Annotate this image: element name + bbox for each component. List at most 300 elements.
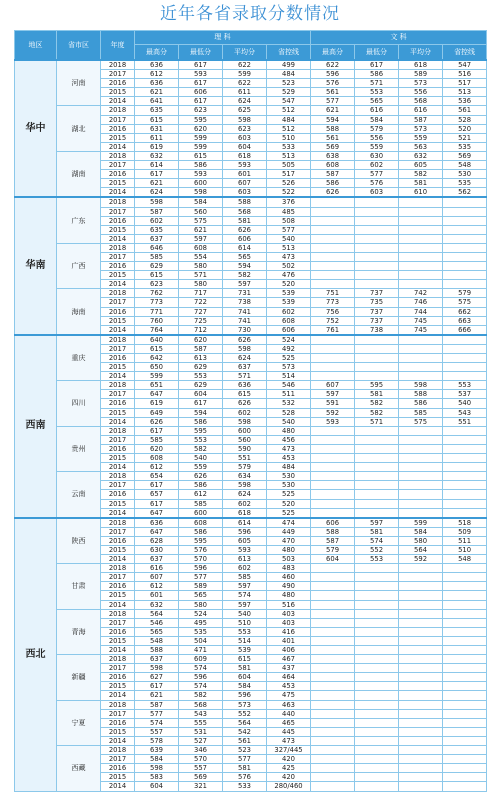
year-cell: 2018 — [101, 700, 135, 709]
table-body — [15, 60, 487, 791]
sci-line-cell: 474 — [267, 518, 311, 528]
arts-avg-cell — [399, 682, 443, 691]
year-cell: 2015 — [101, 499, 135, 508]
sci-avg-cell: 597 — [223, 600, 267, 609]
sci-avg-cell: 551 — [223, 454, 267, 463]
year-cell: 2014 — [101, 691, 135, 700]
sci-max-cell: 584 — [135, 755, 179, 764]
arts-line-cell: 536 — [443, 97, 487, 106]
sci-min-cell: 531 — [179, 727, 223, 736]
sci-max-cell: 621 — [135, 691, 179, 700]
sci-max-cell: 647 — [135, 390, 179, 399]
header-arts-avg: 平均分 — [399, 45, 443, 61]
sci-max-cell: 615 — [135, 344, 179, 353]
arts-avg-cell — [399, 700, 443, 709]
sci-min-cell: 612 — [179, 490, 223, 499]
sci-min-cell: 571 — [179, 271, 223, 280]
arts-avg-cell: 575 — [399, 417, 443, 426]
year-cell: 2016 — [101, 124, 135, 133]
arts-max-cell: 606 — [311, 518, 355, 528]
sci-line-cell: 460 — [267, 573, 311, 582]
arts-max-cell — [311, 444, 355, 453]
sci-avg-cell: 738 — [223, 298, 267, 307]
sci-avg-cell: 624 — [223, 490, 267, 499]
arts-line-cell — [443, 655, 487, 664]
arts-max-cell — [311, 564, 355, 573]
arts-max-cell: 593 — [311, 417, 355, 426]
arts-line-cell — [443, 709, 487, 718]
sci-min-cell: 555 — [179, 718, 223, 727]
sci-max-cell: 627 — [135, 673, 179, 682]
arts-min-cell — [355, 335, 399, 345]
sci-max-cell: 601 — [135, 591, 179, 600]
arts-max-cell — [311, 454, 355, 463]
arts-min-cell — [355, 655, 399, 664]
arts-avg-cell: 585 — [399, 408, 443, 417]
province-cell: 湖南 — [57, 151, 101, 197]
sci-avg-cell: 602 — [223, 499, 267, 508]
arts-avg-cell — [399, 207, 443, 216]
sci-max-cell: 649 — [135, 408, 179, 417]
year-cell: 2018 — [101, 609, 135, 618]
arts-min-cell — [355, 225, 399, 234]
arts-max-cell — [311, 262, 355, 271]
arts-avg-cell — [399, 234, 443, 243]
year-cell: 2015 — [101, 591, 135, 600]
sci-max-cell: 588 — [135, 646, 179, 655]
arts-max-cell — [311, 746, 355, 755]
sci-max-cell: 628 — [135, 536, 179, 545]
year-cell: 2017 — [101, 435, 135, 444]
arts-max-cell — [311, 609, 355, 618]
sci-line-cell: 456 — [267, 435, 311, 444]
arts-max-cell — [311, 636, 355, 645]
year-cell: 2016 — [101, 262, 135, 271]
sci-avg-cell: 565 — [223, 252, 267, 261]
province-cell: 西藏 — [57, 746, 101, 791]
arts-max-cell: 752 — [311, 316, 355, 325]
sci-min-cell: 722 — [179, 298, 223, 307]
arts-avg-cell — [399, 335, 443, 345]
arts-line-cell: 511 — [443, 536, 487, 545]
sci-avg-cell: 540 — [223, 609, 267, 618]
sci-max-cell: 619 — [135, 142, 179, 151]
arts-line-cell: 543 — [443, 408, 487, 417]
table-row — [15, 151, 487, 160]
arts-line-cell — [443, 271, 487, 280]
arts-line-cell — [443, 344, 487, 353]
sci-max-cell: 626 — [135, 417, 179, 426]
sci-avg-cell: 514 — [223, 636, 267, 645]
province-cell: 贵州 — [57, 426, 101, 471]
sci-line-cell: 480 — [267, 545, 311, 554]
arts-max-cell: 638 — [311, 151, 355, 160]
sci-line-cell: 406 — [267, 646, 311, 655]
sci-avg-cell: 741 — [223, 307, 267, 316]
table-row — [15, 381, 487, 390]
sci-max-cell: 612 — [135, 463, 179, 472]
year-cell: 2018 — [101, 289, 135, 298]
sci-avg-cell: 597 — [223, 582, 267, 591]
province-cell: 甘肃 — [57, 564, 101, 609]
arts-avg-cell — [399, 591, 443, 600]
year-cell: 2017 — [101, 207, 135, 216]
sci-min-cell: 574 — [179, 664, 223, 673]
sci-line-cell: 420 — [267, 773, 311, 782]
sci-max-cell: 637 — [135, 655, 179, 664]
arts-line-cell — [443, 673, 487, 682]
sci-line-cell: 453 — [267, 682, 311, 691]
sci-avg-cell: 593 — [223, 545, 267, 554]
arts-min-cell: 595 — [355, 381, 399, 390]
arts-avg-cell: 742 — [399, 289, 443, 298]
arts-avg-cell — [399, 463, 443, 472]
sci-min-cell: 606 — [179, 88, 223, 97]
sci-min-cell: 727 — [179, 307, 223, 316]
sci-min-cell: 725 — [179, 316, 223, 325]
arts-min-cell: 577 — [355, 170, 399, 179]
sci-max-cell: 607 — [135, 573, 179, 582]
sci-avg-cell: 553 — [223, 627, 267, 636]
arts-avg-cell: 573 — [399, 79, 443, 88]
sci-max-cell: 619 — [135, 399, 179, 408]
sci-max-cell: 578 — [135, 736, 179, 745]
sci-min-cell: 599 — [179, 133, 223, 142]
sci-avg-cell: 598 — [223, 115, 267, 124]
table-row — [15, 60, 487, 70]
sci-line-cell: 476 — [267, 271, 311, 280]
arts-max-cell — [311, 234, 355, 243]
sci-min-cell: 593 — [179, 170, 223, 179]
arts-max-cell — [311, 490, 355, 499]
year-cell: 2015 — [101, 682, 135, 691]
sci-max-cell: 642 — [135, 354, 179, 363]
arts-max-cell — [311, 280, 355, 289]
sci-min-cell: 540 — [179, 454, 223, 463]
arts-min-cell: 559 — [355, 142, 399, 151]
arts-max-cell — [311, 691, 355, 700]
arts-avg-cell: 632 — [399, 151, 443, 160]
admission-score-table — [14, 30, 487, 792]
year-cell: 2016 — [101, 582, 135, 591]
header-science: 理 科 — [135, 31, 311, 45]
arts-line-cell — [443, 490, 487, 499]
arts-line-cell — [443, 564, 487, 573]
arts-min-cell — [355, 782, 399, 791]
arts-max-cell — [311, 252, 355, 261]
arts-line-cell — [443, 508, 487, 518]
sci-max-cell: 583 — [135, 773, 179, 782]
arts-min-cell — [355, 600, 399, 609]
arts-min-cell — [355, 454, 399, 463]
table-row — [15, 700, 487, 709]
arts-max-cell: 761 — [311, 325, 355, 335]
arts-line-cell: 666 — [443, 325, 487, 335]
year-cell: 2017 — [101, 755, 135, 764]
arts-avg-cell — [399, 709, 443, 718]
sci-avg-cell: 539 — [223, 646, 267, 655]
arts-min-cell: 737 — [355, 289, 399, 298]
arts-line-cell — [443, 426, 487, 435]
region-cell: 华中 — [15, 60, 57, 197]
header-region: 地区 — [15, 31, 57, 61]
sci-min-cell: 621 — [179, 225, 223, 234]
arts-min-cell: 737 — [355, 307, 399, 316]
sci-line-cell: 492 — [267, 344, 311, 353]
arts-max-cell: 594 — [311, 115, 355, 124]
sci-min-cell: 613 — [179, 354, 223, 363]
year-cell: 2014 — [101, 372, 135, 381]
header-year: 年度 — [101, 31, 135, 61]
arts-line-cell — [443, 252, 487, 261]
arts-max-cell — [311, 709, 355, 718]
arts-line-cell — [443, 773, 487, 782]
sci-line-cell: 502 — [267, 262, 311, 271]
sci-line-cell: 512 — [267, 124, 311, 133]
arts-line-cell — [443, 627, 487, 636]
arts-line-cell: 535 — [443, 142, 487, 151]
province-cell: 海南 — [57, 289, 101, 335]
table-row — [15, 106, 487, 115]
arts-line-cell — [443, 691, 487, 700]
sci-avg-cell: 603 — [223, 133, 267, 142]
sci-line-cell: 473 — [267, 736, 311, 745]
arts-avg-cell — [399, 755, 443, 764]
arts-avg-cell — [399, 216, 443, 225]
sci-min-cell: 570 — [179, 555, 223, 564]
sci-line-cell: 480 — [267, 426, 311, 435]
sci-avg-cell: 573 — [223, 700, 267, 709]
sci-line-cell: 463 — [267, 700, 311, 709]
sci-avg-cell: 561 — [223, 736, 267, 745]
sci-avg-cell: 602 — [223, 564, 267, 573]
sci-line-cell: 327/445 — [267, 746, 311, 755]
arts-max-cell — [311, 225, 355, 234]
sci-min-cell: 609 — [179, 655, 223, 664]
year-cell: 2014 — [101, 280, 135, 289]
sci-avg-cell: 622 — [223, 60, 267, 70]
sci-max-cell: 640 — [135, 335, 179, 345]
sci-max-cell: 771 — [135, 307, 179, 316]
arts-min-cell: 630 — [355, 151, 399, 160]
sci-line-cell: 530 — [267, 481, 311, 490]
arts-avg-cell: 580 — [399, 536, 443, 545]
sci-line-cell: 524 — [267, 335, 311, 345]
year-cell: 2018 — [101, 655, 135, 664]
year-cell: 2014 — [101, 782, 135, 791]
year-cell: 2014 — [101, 555, 135, 564]
arts-min-cell: 571 — [355, 417, 399, 426]
header-province: 省市区 — [57, 31, 101, 61]
sci-line-cell: 490 — [267, 582, 311, 591]
year-cell: 2014 — [101, 600, 135, 609]
arts-max-cell: 577 — [311, 97, 355, 106]
year-cell: 2018 — [101, 151, 135, 160]
arts-max-cell — [311, 618, 355, 627]
sci-max-cell: 639 — [135, 746, 179, 755]
sci-max-cell: 615 — [135, 115, 179, 124]
sci-min-cell: 617 — [179, 60, 223, 70]
arts-max-cell — [311, 499, 355, 508]
sci-avg-cell: 602 — [223, 408, 267, 417]
sci-avg-cell: 542 — [223, 727, 267, 736]
arts-max-cell — [311, 591, 355, 600]
sci-avg-cell: 581 — [223, 764, 267, 773]
arts-avg-cell — [399, 718, 443, 727]
sci-avg-cell: 614 — [223, 518, 267, 528]
sci-min-cell: 559 — [179, 463, 223, 472]
sci-max-cell: 608 — [135, 454, 179, 463]
sci-line-cell: 499 — [267, 60, 311, 70]
year-cell: 2017 — [101, 390, 135, 399]
arts-avg-cell: 573 — [399, 124, 443, 133]
province-cell: 四川 — [57, 381, 101, 426]
sci-avg-cell: 510 — [223, 618, 267, 627]
arts-avg-cell: 588 — [399, 390, 443, 399]
year-cell: 2017 — [101, 709, 135, 718]
arts-avg-cell — [399, 225, 443, 234]
arts-max-cell — [311, 573, 355, 582]
arts-line-cell: 521 — [443, 133, 487, 142]
arts-max-cell — [311, 508, 355, 518]
province-cell: 宁夏 — [57, 700, 101, 745]
sci-line-cell: 464 — [267, 673, 311, 682]
arts-min-cell — [355, 499, 399, 508]
arts-avg-cell — [399, 573, 443, 582]
sci-min-cell: 623 — [179, 106, 223, 115]
arts-line-cell: 663 — [443, 316, 487, 325]
arts-min-cell — [355, 573, 399, 582]
arts-line-cell — [443, 746, 487, 755]
sci-min-cell: 598 — [179, 188, 223, 198]
sci-min-cell: 595 — [179, 115, 223, 124]
sci-avg-cell: 637 — [223, 363, 267, 372]
arts-avg-cell — [399, 363, 443, 372]
year-cell: 2014 — [101, 142, 135, 151]
arts-line-cell — [443, 435, 487, 444]
sci-min-cell: 321 — [179, 782, 223, 791]
arts-max-cell: 561 — [311, 88, 355, 97]
arts-line-cell: 513 — [443, 88, 487, 97]
arts-line-cell: 520 — [443, 124, 487, 133]
province-cell: 广西 — [57, 243, 101, 288]
year-cell: 2016 — [101, 627, 135, 636]
arts-line-cell — [443, 197, 487, 207]
arts-avg-cell — [399, 344, 443, 353]
arts-avg-cell — [399, 472, 443, 481]
sci-line-cell: 608 — [267, 316, 311, 325]
sci-min-cell: 587 — [179, 344, 223, 353]
arts-min-cell — [355, 262, 399, 271]
arts-avg-cell — [399, 627, 443, 636]
sci-line-cell: 376 — [267, 197, 311, 207]
arts-min-cell: 576 — [355, 179, 399, 188]
sci-min-cell: 524 — [179, 609, 223, 618]
sci-min-cell: 595 — [179, 536, 223, 545]
arts-min-cell — [355, 773, 399, 782]
sci-avg-cell: 741 — [223, 316, 267, 325]
sci-line-cell: 512 — [267, 106, 311, 115]
sci-avg-cell: 613 — [223, 555, 267, 564]
sci-max-cell: 621 — [135, 179, 179, 188]
sci-min-cell: 712 — [179, 325, 223, 335]
arts-min-cell: 737 — [355, 316, 399, 325]
sci-min-cell: 535 — [179, 627, 223, 636]
arts-max-cell — [311, 646, 355, 655]
table-row — [15, 426, 487, 435]
arts-avg-cell — [399, 782, 443, 791]
arts-line-cell — [443, 682, 487, 691]
arts-avg-cell — [399, 727, 443, 736]
arts-max-cell — [311, 463, 355, 472]
year-cell: 2017 — [101, 344, 135, 353]
arts-min-cell — [355, 746, 399, 755]
sci-avg-cell: 588 — [223, 197, 267, 207]
sci-avg-cell: 607 — [223, 179, 267, 188]
arts-line-cell — [443, 454, 487, 463]
province-cell: 云南 — [57, 472, 101, 518]
table-row — [15, 518, 487, 528]
sci-max-cell: 564 — [135, 609, 179, 618]
year-cell: 2014 — [101, 508, 135, 518]
arts-min-cell — [355, 234, 399, 243]
year-cell: 2018 — [101, 518, 135, 528]
sci-max-cell: 587 — [135, 207, 179, 216]
sci-max-cell: 629 — [135, 262, 179, 271]
sci-max-cell: 587 — [135, 700, 179, 709]
sci-line-cell: 485 — [267, 207, 311, 216]
arts-min-cell — [355, 609, 399, 618]
year-cell: 2016 — [101, 718, 135, 727]
arts-max-cell: 561 — [311, 133, 355, 142]
arts-min-cell — [355, 216, 399, 225]
sci-avg-cell: 626 — [223, 399, 267, 408]
arts-line-cell: 510 — [443, 545, 487, 554]
sci-avg-cell: 533 — [223, 782, 267, 791]
year-cell: 2016 — [101, 79, 135, 88]
arts-avg-cell: 589 — [399, 70, 443, 79]
arts-line-cell — [443, 372, 487, 381]
sci-max-cell: 632 — [135, 600, 179, 609]
sci-avg-cell: 568 — [223, 207, 267, 216]
sci-line-cell: 473 — [267, 444, 311, 453]
arts-avg-cell: 598 — [399, 381, 443, 390]
arts-line-cell — [443, 736, 487, 745]
arts-min-cell: 581 — [355, 527, 399, 536]
sci-line-cell: 503 — [267, 555, 311, 564]
arts-line-cell — [443, 472, 487, 481]
province-cell: 陕西 — [57, 518, 101, 564]
sci-min-cell: 600 — [179, 508, 223, 518]
sci-line-cell: 520 — [267, 499, 311, 508]
year-cell: 2014 — [101, 97, 135, 106]
arts-min-cell — [355, 591, 399, 600]
sci-avg-cell: 605 — [223, 536, 267, 545]
sci-line-cell: 484 — [267, 115, 311, 124]
arts-line-cell — [443, 609, 487, 618]
sci-max-cell: 624 — [135, 188, 179, 198]
year-cell: 2015 — [101, 271, 135, 280]
arts-min-cell — [355, 271, 399, 280]
sci-min-cell: 586 — [179, 527, 223, 536]
sci-line-cell: 525 — [267, 354, 311, 363]
sci-max-cell: 647 — [135, 508, 179, 518]
arts-min-cell — [355, 709, 399, 718]
arts-max-cell — [311, 426, 355, 435]
arts-min-cell — [355, 435, 399, 444]
sci-avg-cell: 604 — [223, 673, 267, 682]
arts-max-cell — [311, 736, 355, 745]
